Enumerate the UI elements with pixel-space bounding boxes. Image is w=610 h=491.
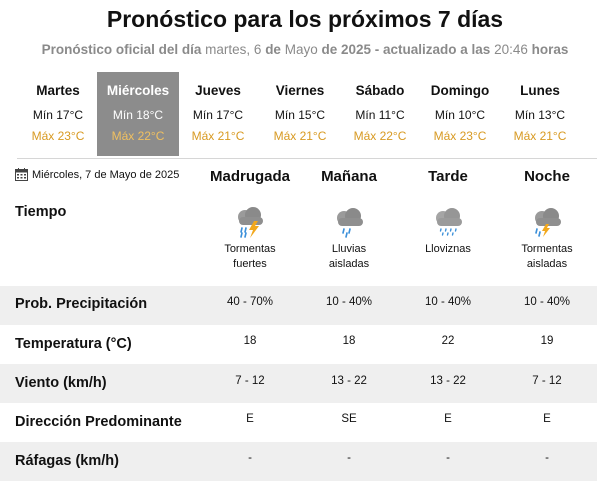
cell-noche: 10 - 40% xyxy=(523,296,571,308)
day-tab-sabado[interactable] xyxy=(339,72,421,156)
weather-desc-line1: Tormentas xyxy=(521,243,573,255)
detail-date xyxy=(15,168,179,181)
day-min: Mín 11°C xyxy=(355,108,405,122)
cell-noche: - xyxy=(545,452,549,464)
weather-tarde xyxy=(398,204,498,257)
day-tab-viernes[interactable] xyxy=(259,72,341,156)
cell-tarde: 22 xyxy=(441,335,455,347)
day-name: Jueves xyxy=(195,83,241,98)
day-max: Máx 23°C xyxy=(433,129,487,143)
weather-madrugada xyxy=(200,204,300,272)
day-name: Miércoles xyxy=(106,83,170,98)
subtitle-date: martes, 6 xyxy=(201,42,266,57)
period-tarde: Tarde xyxy=(428,168,468,185)
cell-madrugada: 18 xyxy=(243,335,257,347)
row-temperature xyxy=(0,325,597,364)
day-name: Lunes xyxy=(520,83,560,98)
day-max: Máx 21°C xyxy=(513,129,567,143)
subtitle-month: Mayo xyxy=(280,42,322,57)
cell-manana: 13 - 22 xyxy=(331,375,367,387)
calendar-icon xyxy=(15,168,28,181)
row-wind xyxy=(0,364,597,403)
period-madrugada: Madrugada xyxy=(209,168,290,185)
cell-tarde: 10 - 40% xyxy=(424,296,472,308)
day-name: Viernes xyxy=(275,83,325,98)
weather-desc-line2: aisladas xyxy=(526,258,568,270)
row-label: Dirección Predominante xyxy=(15,414,182,430)
weather-desc-line1: Tormentas xyxy=(224,243,276,255)
period-manana: Mañana xyxy=(321,168,377,185)
day-min: Mín 15°C xyxy=(274,108,326,122)
day-name: Domingo xyxy=(430,83,490,98)
drizzle-icon xyxy=(398,204,498,238)
row-label-tiempo: Tiempo xyxy=(15,204,67,220)
weather-description xyxy=(299,242,399,272)
row-gusts xyxy=(0,442,597,481)
day-min: Mín 17°C xyxy=(32,108,84,122)
cell-noche: 7 - 12 xyxy=(532,375,562,387)
weather-description xyxy=(497,242,597,272)
cloud-rain-icon xyxy=(299,204,399,238)
weather-description xyxy=(398,242,498,257)
cell-noche: 19 xyxy=(540,335,554,347)
subtitle-updated: de 2025 - actualizado a las xyxy=(321,42,491,57)
cell-madrugada: 40 - 70% xyxy=(226,296,274,308)
day-tab-lunes[interactable] xyxy=(499,72,581,156)
day-tabs xyxy=(17,72,597,159)
cell-manana: SE xyxy=(341,413,357,425)
weather-desc-line2: aisladas xyxy=(328,258,370,270)
subtitle-horas: horas xyxy=(531,42,569,57)
day-min: Mín 10°C xyxy=(434,108,486,122)
subtitle-de: de xyxy=(265,42,281,57)
row-label: Temperatura (°C) xyxy=(15,336,132,352)
day-tab-miercoles[interactable] xyxy=(97,72,179,156)
day-tab-jueves[interactable] xyxy=(177,72,259,156)
storm-icon xyxy=(200,204,300,238)
row-label: Ráfagas (km/h) xyxy=(15,453,119,469)
subtitle-time: 20:46 xyxy=(490,42,532,57)
day-max: Máx 21°C xyxy=(273,129,327,143)
detail-date-text: Miércoles, 7 de Mayo de 2025 xyxy=(32,168,180,181)
cell-manana: 10 - 40% xyxy=(325,296,373,308)
page-title: Pronóstico para los próximos 7 días xyxy=(106,6,504,32)
cell-madrugada: - xyxy=(248,452,252,464)
day-min: Mín 13°C xyxy=(514,108,566,122)
cell-tarde: 13 - 22 xyxy=(430,375,466,387)
cell-manana: 18 xyxy=(342,335,356,347)
period-noche: Noche xyxy=(524,168,570,185)
day-min: Mín 18°C xyxy=(112,108,164,122)
day-name: Martes xyxy=(36,83,80,98)
cell-madrugada: E xyxy=(246,413,254,425)
weather-noche xyxy=(497,204,597,272)
cell-tarde: - xyxy=(446,452,450,464)
row-label: Prob. Precipitación xyxy=(15,296,148,312)
day-name: Sábado xyxy=(355,83,405,98)
cell-tarde: E xyxy=(444,413,452,425)
row-direction xyxy=(0,403,597,442)
cell-noche: E xyxy=(543,413,551,425)
weather-manana xyxy=(299,204,399,272)
day-tab-domingo[interactable] xyxy=(419,72,501,156)
row-precipitation xyxy=(0,286,597,325)
row-label: Viento (km/h) xyxy=(15,375,107,391)
subtitle-prefix: Pronóstico oficial del día xyxy=(41,42,202,57)
weather-desc-line2: fuertes xyxy=(233,258,267,270)
page-subtitle xyxy=(0,42,610,57)
weather-desc-line1: Lloviznas xyxy=(425,243,471,255)
storm-icon xyxy=(497,204,597,238)
day-tab-martes[interactable] xyxy=(17,72,99,156)
cell-manana: - xyxy=(347,452,351,464)
day-max: Máx 23°C xyxy=(31,129,85,143)
day-min: Mín 17°C xyxy=(192,108,244,122)
day-max: Máx 22°C xyxy=(111,129,165,143)
day-max: Máx 22°C xyxy=(353,129,407,143)
day-max: Máx 21°C xyxy=(191,129,245,143)
weather-desc-line1: Lluvias xyxy=(331,243,367,255)
weather-description xyxy=(200,242,300,272)
cell-madrugada: 7 - 12 xyxy=(235,375,265,387)
